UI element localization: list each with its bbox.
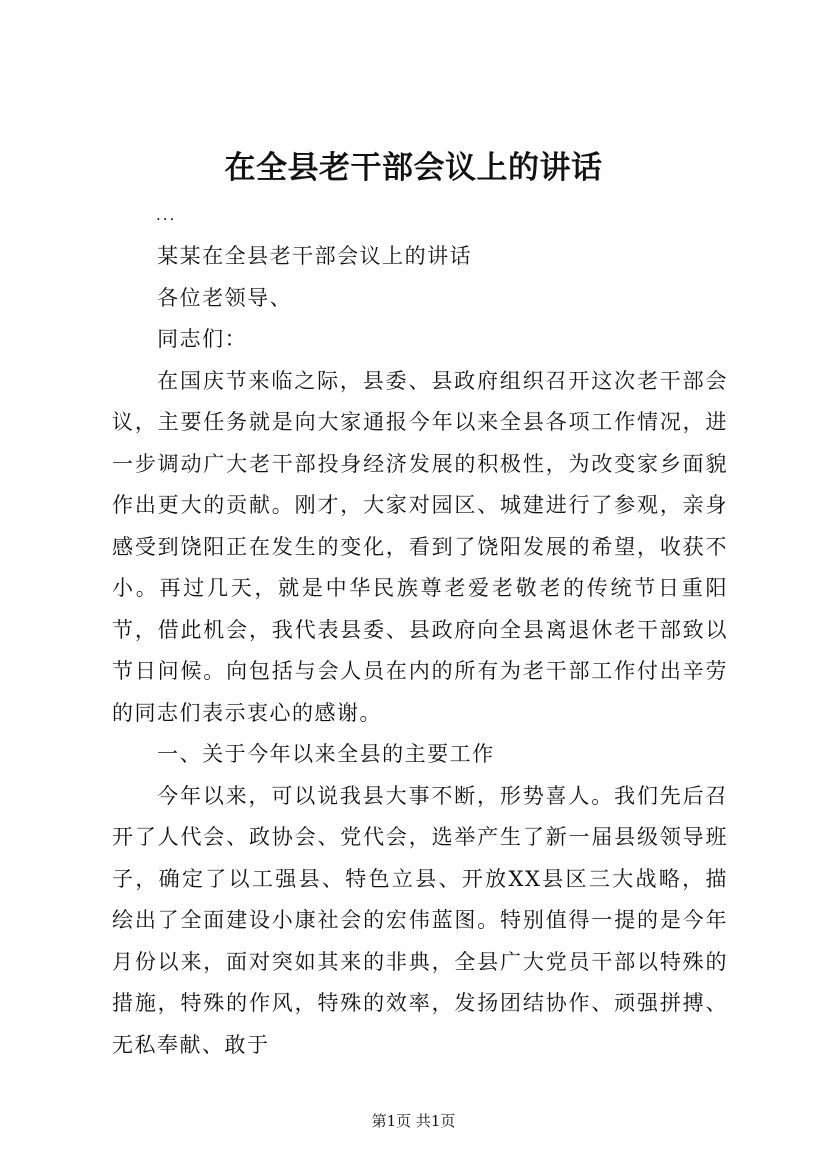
paragraph-speaker-line: 某某在全县老干部会议上的讲话: [157, 244, 473, 268]
page-title: 在全县老干部会议上的讲话: [224, 150, 603, 186]
section-heading: 一、关于今年以来全县的主要工作: [157, 742, 495, 766]
page-footer: 第1页 共1页: [371, 1112, 456, 1130]
paragraph-main-work: 今年以来，可以说我县大事不断，形势喜人。我们先后召开了人代会、政协会、党代会，选举产生了新一届县级领导班子，确定了以工强县、特色立县、开放XX县区三大战略，描绘出了全面建设小康社会的宏伟蓝图。特别值得一提的是今年月份以来，面对突如其来的非典，全县广大党员干部以特殊的措施，特殊的作风，特殊的效率，发扬团结协作、顽强拼搏、无私奉献、敢于: [112, 783, 728, 1057]
document-body: [112, 236, 728, 1066]
paragraph-salutation-leaders: 各位老领导、: [157, 285, 293, 310]
paragraph-opening: 在国庆节来临之际，县委、县政府组织召开这次老干部会议，主要任务就是向大家通报今年以来全县各项工作情况，进一步调动广大老干部投身经济发展的积极性，为改变家乡面貌作出更大的贡献。刚才，大家对园区、城建进行了参观，亲身感受到饶阳正在发生的变化，看到了饶阳发展的希望，收获不小。再过几天，就是中华民族尊老爱老敬老的传统节日重阳节，借此机会，我代表县委、县政府向全县离退休老干部致以节日问候。向包括与会人员在内的所有为老干部工作付出辛劳的同志们表示衷心的感谢。: [112, 368, 728, 725]
paragraph-salutation-comrades: 同志们：: [157, 327, 248, 351]
ellipsis-text: ...: [156, 206, 177, 224]
